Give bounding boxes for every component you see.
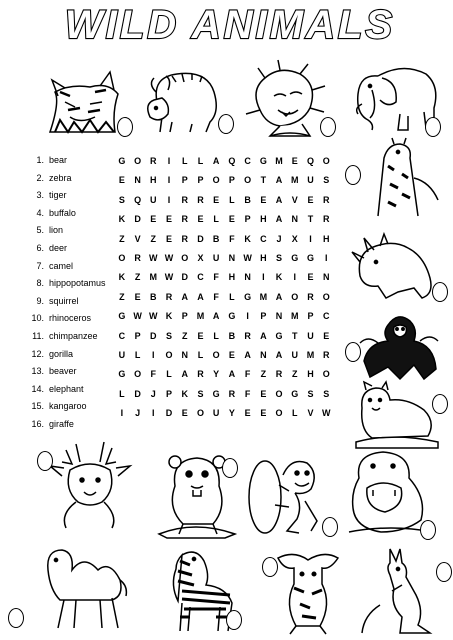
grid-cell[interactable]: W	[133, 311, 142, 322]
grid-cell[interactable]: E	[260, 388, 267, 399]
grid-cell[interactable]: F	[229, 233, 235, 244]
answer-bubble-squirrel[interactable]	[262, 557, 278, 577]
answer-bubble-hippopotamus[interactable]	[420, 520, 436, 540]
grid-cell[interactable]: K	[275, 272, 283, 283]
word-number: 10.	[31, 313, 44, 324]
grid-cell[interactable]: E	[181, 408, 188, 419]
tiger-icon	[40, 62, 125, 134]
answer-bubble-lion[interactable]	[320, 117, 336, 137]
grid-cell[interactable]: A	[275, 214, 283, 225]
answer-bubble-giraffe[interactable]	[345, 165, 361, 185]
grid-row	[114, 365, 334, 384]
grid-cell[interactable]: E	[197, 214, 204, 225]
word-text: beaver	[49, 366, 77, 377]
grid-cell[interactable]: A	[181, 369, 188, 380]
word-list-item	[28, 205, 110, 223]
grid-cell[interactable]: V	[291, 194, 298, 205]
grid-cell[interactable]: R	[244, 330, 251, 341]
grid-cell[interactable]: E	[228, 214, 235, 225]
word-list-item	[28, 381, 110, 399]
answer-bubble-buffalo[interactable]	[218, 114, 234, 134]
grid-cell[interactable]: Z	[119, 291, 125, 302]
grid-cell[interactable]: C	[260, 233, 267, 244]
grid-cell[interactable]: T	[260, 175, 267, 186]
grid-cell[interactable]: U	[212, 408, 220, 419]
grid-cell[interactable]: I	[293, 272, 297, 283]
grid-cell[interactable]: R	[134, 252, 141, 263]
grid-cell[interactable]: I	[152, 349, 155, 360]
grid-cell[interactable]: M	[149, 272, 158, 283]
answer-bubble-gorilla[interactable]	[345, 342, 361, 362]
word-number: 7.	[36, 260, 44, 271]
grid-cell[interactable]: C	[322, 311, 330, 322]
answer-bubble-tiger[interactable]	[117, 117, 133, 137]
grid-cell[interactable]: O	[212, 175, 220, 186]
grid-cell[interactable]: A	[197, 291, 204, 302]
grid-cell[interactable]: O	[322, 291, 330, 302]
word-number: 14.	[31, 383, 44, 394]
gorilla-icon	[358, 305, 440, 383]
grid-cell[interactable]: D	[165, 408, 173, 419]
word-number: 11.	[32, 330, 44, 341]
grid-cell[interactable]: R	[150, 156, 157, 166]
grid-cell[interactable]: F	[213, 272, 219, 283]
grid-cell[interactable]: Z	[260, 369, 267, 380]
grid-cell[interactable]: R	[228, 388, 236, 399]
grid-cell[interactable]: Z	[181, 330, 188, 341]
grid-cell[interactable]: T	[307, 214, 314, 225]
grid-cell[interactable]: H	[228, 272, 236, 283]
grid-cell[interactable]: D	[197, 233, 204, 244]
rhinoceros-icon	[350, 222, 440, 304]
grid-cell[interactable]: G	[118, 369, 126, 380]
grid-cell[interactable]: D	[181, 272, 188, 283]
grid-cell[interactable]: W	[164, 272, 174, 283]
title-text: WILD ANIMALS	[64, 3, 396, 47]
answer-bubble-kangaroo[interactable]	[436, 562, 452, 582]
grid-cell[interactable]: Q	[134, 194, 142, 205]
word-text: deer	[49, 242, 68, 253]
grid-cell[interactable]: E	[213, 194, 220, 205]
grid-cell[interactable]: E	[166, 214, 173, 225]
grid-row	[114, 171, 334, 190]
grid-cell[interactable]: N	[134, 175, 141, 186]
answer-bubble-deer[interactable]	[37, 451, 53, 471]
grid-cell[interactable]: R	[322, 349, 330, 360]
grid-cell[interactable]: L	[197, 156, 204, 166]
grid-cell[interactable]: X	[197, 252, 204, 263]
grid-cell[interactable]: Z	[119, 233, 125, 244]
grid-cell[interactable]: N	[291, 214, 299, 225]
word-list-item	[28, 328, 110, 346]
grid-cell[interactable]: M	[275, 156, 283, 166]
buffalo-icon	[142, 62, 222, 134]
grid-cell[interactable]: G	[228, 311, 236, 322]
grid-cell[interactable]: I	[167, 175, 171, 186]
word-list-item	[28, 398, 110, 416]
grid-cell[interactable]: S	[323, 388, 330, 399]
grid-cell[interactable]: P	[166, 388, 173, 399]
grid-cell[interactable]: G	[259, 156, 267, 166]
word-number: 15.	[31, 401, 44, 412]
grid-cell[interactable]: I	[152, 408, 155, 419]
grid-cell[interactable]: J	[276, 233, 282, 244]
grid-cell[interactable]: R	[181, 214, 188, 225]
grid-cell[interactable]: E	[291, 156, 298, 166]
grid-cell[interactable]: H	[260, 252, 267, 263]
grid-cell[interactable]: C	[244, 156, 251, 166]
grid-cell[interactable]: I	[167, 156, 171, 166]
grid-cell[interactable]: P	[228, 175, 235, 186]
grid-row	[114, 210, 334, 229]
camel-icon	[40, 540, 130, 632]
grid-cell[interactable]: Q	[306, 156, 314, 166]
grid-cell[interactable]: O	[134, 369, 142, 380]
word-list-item	[28, 416, 110, 434]
word-list-item	[28, 222, 110, 240]
word-list-item	[28, 152, 110, 170]
grid-cell[interactable]: O	[291, 291, 299, 302]
grid-cell[interactable]: P	[134, 330, 141, 341]
grid-cell[interactable]: I	[324, 252, 328, 263]
grid-cell[interactable]: Y	[213, 369, 220, 380]
word-number: 12.	[31, 348, 44, 359]
page-title	[50, 0, 410, 48]
word-list-item	[28, 310, 110, 328]
grid-cell[interactable]: F	[244, 369, 251, 380]
grid-cell[interactable]: K	[244, 233, 251, 244]
grid-cell[interactable]: M	[291, 311, 299, 322]
grid-cell[interactable]: V	[134, 233, 141, 244]
grid-cell[interactable]: O	[275, 408, 283, 419]
grid-cell[interactable]: M	[306, 349, 315, 360]
grid-row	[114, 191, 334, 210]
grid-cell[interactable]: G	[275, 330, 283, 341]
grid-cell[interactable]: G	[244, 291, 252, 302]
grid-cell[interactable]: D	[134, 388, 141, 399]
grid-cell[interactable]: N	[244, 272, 251, 283]
grid-cell[interactable]: A	[181, 291, 188, 302]
grid-cell[interactable]: O	[244, 175, 252, 186]
grid-cell[interactable]: A	[275, 349, 283, 360]
grid-cell[interactable]: B	[150, 291, 157, 302]
word-text: squirrel	[49, 295, 79, 306]
grid-cell[interactable]: S	[323, 175, 330, 186]
grid-cell[interactable]: L	[292, 408, 298, 419]
grid-cell[interactable]: Z	[134, 272, 141, 283]
grid-cell[interactable]: S	[166, 330, 173, 341]
word-number: 9.	[36, 295, 44, 306]
grid-cell[interactable]: U	[307, 175, 314, 186]
grid-cell[interactable]: E	[118, 175, 125, 186]
word-number: 5.	[36, 225, 44, 236]
grid-cell[interactable]: G	[118, 156, 126, 166]
grid-cell[interactable]: K	[118, 272, 126, 283]
answer-bubble-elephant[interactable]	[425, 117, 441, 137]
word-list-item	[28, 258, 110, 276]
answer-bubble-zebra[interactable]	[226, 610, 242, 630]
bear-icon	[352, 378, 442, 450]
grid-cell[interactable]: O	[322, 156, 330, 166]
squirrel-icon	[272, 548, 344, 634]
word-list-item	[28, 363, 110, 381]
grid-cell[interactable]: E	[197, 330, 204, 341]
word-text: zebra	[49, 172, 72, 183]
grid-cell[interactable]: A	[275, 194, 283, 205]
grid-cell[interactable]: T	[292, 330, 298, 341]
grid-cell[interactable]: L	[197, 349, 204, 360]
grid-cell[interactable]: N	[228, 252, 236, 263]
word-number: 4.	[36, 207, 44, 218]
word-text: tiger	[49, 190, 67, 201]
grid-cell[interactable]: R	[197, 369, 204, 380]
grid-cell[interactable]: Q	[228, 156, 236, 166]
grid-cell[interactable]: E	[150, 214, 157, 225]
grid-cell[interactable]: G	[118, 311, 126, 322]
grid-cell[interactable]: L	[166, 369, 172, 380]
lion-icon	[240, 60, 330, 138]
grid-cell[interactable]: S	[197, 388, 204, 399]
grid-cell[interactable]: E	[244, 408, 251, 419]
grid-cell[interactable]: D	[150, 330, 157, 341]
grid-cell[interactable]: R	[307, 291, 314, 302]
word-list-item	[28, 293, 110, 311]
grid-cell[interactable]: N	[181, 349, 188, 360]
grid-cell[interactable]: O	[212, 349, 220, 360]
grid-cell[interactable]: A	[275, 291, 283, 302]
grid-cell[interactable]: A	[275, 175, 283, 186]
grid-cell[interactable]: E	[134, 291, 141, 302]
grid-cell[interactable]: C	[197, 272, 204, 283]
grid-cell[interactable]: W	[149, 311, 158, 322]
grid-cell[interactable]: V	[307, 408, 314, 419]
grid-cell[interactable]: O	[134, 156, 142, 166]
grid-cell[interactable]: L	[229, 194, 235, 205]
word-text: bear	[49, 155, 68, 165]
grid-cell[interactable]: I	[120, 408, 124, 419]
grid-cell[interactable]: K	[181, 388, 188, 399]
grid-cell[interactable]: H	[260, 214, 267, 225]
hippopotamus-icon	[345, 448, 435, 534]
grid-cell[interactable]: C	[118, 330, 126, 341]
grid-cell[interactable]: B	[244, 194, 251, 205]
grid-cell[interactable]: G	[306, 252, 314, 263]
answer-bubble-chimpanzee[interactable]	[322, 517, 338, 537]
grid-cell[interactable]: D	[134, 214, 141, 225]
grid-cell[interactable]: O	[181, 252, 189, 263]
grid-cell[interactable]: A	[212, 311, 220, 322]
grid-row	[114, 327, 334, 346]
grid-cell[interactable]: Y	[228, 408, 235, 419]
grid-cell[interactable]: A	[228, 369, 236, 380]
grid-cell[interactable]: N	[322, 272, 330, 283]
grid-cell[interactable]: N	[275, 311, 283, 322]
grid-cell[interactable]: O	[165, 349, 173, 360]
grid-cell[interactable]: B	[212, 233, 220, 244]
grid-cell[interactable]: J	[150, 388, 156, 399]
deer-icon	[46, 440, 134, 530]
grid-cell[interactable]: N	[260, 349, 267, 360]
grid-row	[114, 268, 334, 287]
grid-cell[interactable]: P	[181, 311, 188, 322]
word-number: 8.	[36, 278, 44, 289]
word-number: 13.	[31, 366, 44, 377]
answer-bubble-camel[interactable]	[8, 608, 24, 628]
grid-row	[114, 249, 334, 268]
grid-row	[114, 307, 334, 326]
grid-cell[interactable]: O	[118, 252, 126, 263]
grid-cell[interactable]: A	[260, 330, 267, 341]
grid-cell[interactable]: K	[165, 311, 173, 322]
grid-cell[interactable]: G	[291, 252, 299, 263]
grid-cell[interactable]: I	[246, 311, 249, 322]
grid-cell[interactable]: E	[323, 330, 330, 341]
grid-cell[interactable]: I	[262, 272, 265, 283]
grid-cell[interactable]: E	[260, 408, 267, 419]
word-text: lion	[49, 225, 64, 236]
grid-cell[interactable]: P	[244, 214, 251, 225]
grid-cell[interactable]: W	[149, 252, 158, 263]
word-number: 2.	[36, 172, 44, 183]
grid-cell[interactable]: L	[213, 330, 219, 341]
grid-row	[114, 346, 334, 365]
word-text: giraffe	[49, 418, 74, 429]
grid-row	[114, 152, 334, 171]
grid-cell[interactable]: A	[244, 349, 251, 360]
grid-cell[interactable]: M	[259, 291, 268, 302]
grid-cell[interactable]: J	[135, 408, 141, 419]
answer-bubble-beaver[interactable]	[222, 458, 238, 478]
grid-cell[interactable]: R	[165, 291, 173, 302]
word-text: camel	[49, 260, 74, 271]
answer-bubble-rhinoceros[interactable]	[432, 282, 448, 302]
grid-cell[interactable]: S	[276, 252, 283, 263]
grid-cell[interactable]: H	[322, 233, 330, 244]
grid-cell[interactable]: B	[228, 330, 236, 341]
grid-cell[interactable]: L	[229, 291, 235, 302]
grid-cell[interactable]: U	[118, 349, 126, 360]
answer-bubble-bear[interactable]	[432, 394, 448, 414]
word-number: 3.	[36, 190, 44, 201]
giraffe-icon	[358, 138, 443, 218]
grid-cell[interactable]: R	[181, 233, 188, 244]
grid-row	[114, 385, 334, 404]
grid-cell[interactable]: R	[322, 194, 330, 205]
grid-cell[interactable]: I	[167, 194, 171, 205]
word-text: elephant	[49, 383, 84, 394]
grid-cell[interactable]: R	[181, 194, 188, 205]
grid-cell[interactable]: S	[118, 194, 125, 205]
word-list-item	[28, 240, 110, 258]
grid-cell[interactable]: P	[307, 311, 314, 322]
grid-cell[interactable]: X	[291, 233, 298, 244]
grid-cell[interactable]: M	[291, 175, 299, 186]
grid-cell[interactable]: M	[196, 311, 205, 322]
grid-cell[interactable]: U	[150, 194, 157, 205]
grid-cell[interactable]: A	[212, 156, 220, 166]
word-text: buffalo	[49, 207, 76, 218]
grid-cell[interactable]: R	[197, 194, 204, 205]
grid-cell[interactable]: S	[307, 388, 314, 399]
grid-cell[interactable]: E	[166, 233, 173, 244]
grid-cell[interactable]: F	[244, 388, 251, 399]
word-search-grid[interactable]	[114, 152, 334, 423]
grid-cell[interactable]: G	[291, 388, 299, 399]
grid-cell[interactable]: E	[307, 272, 314, 283]
grid-cell[interactable]: R	[322, 214, 330, 225]
grid-cell[interactable]: E	[307, 194, 314, 205]
grid-row	[114, 288, 334, 307]
word-text: hippopotamus	[49, 278, 106, 289]
grid-cell[interactable]: O	[275, 388, 283, 399]
grid-cell[interactable]: E	[260, 194, 267, 205]
word-text: gorilla	[49, 348, 74, 359]
grid-cell[interactable]: L	[134, 349, 141, 360]
word-list	[28, 152, 110, 434]
word-text: rhinoceros	[49, 313, 92, 324]
grid-row	[114, 230, 334, 249]
grid-cell[interactable]: Z	[150, 233, 157, 244]
grid-cell[interactable]: L	[119, 388, 125, 399]
grid-cell[interactable]: U	[307, 330, 314, 341]
grid-cell[interactable]: P	[181, 175, 188, 186]
word-text: chimpanzee	[49, 330, 98, 341]
grid-cell[interactable]: H	[307, 369, 314, 380]
grid-cell[interactable]: O	[322, 369, 330, 380]
word-list-item	[28, 170, 110, 188]
grid-cell[interactable]: G	[212, 388, 220, 399]
grid-cell[interactable]: E	[228, 349, 235, 360]
grid-cell[interactable]: K	[118, 214, 126, 225]
grid-cell[interactable]: O	[196, 408, 204, 419]
word-number: 1.	[36, 155, 44, 165]
grid-cell[interactable]: F	[150, 369, 157, 380]
grid-row	[114, 404, 334, 423]
word-number: 16.	[31, 418, 44, 429]
grid-cell[interactable]: P	[197, 175, 204, 186]
word-list-item	[28, 187, 110, 205]
grid-cell[interactable]: R	[275, 369, 283, 380]
grid-cell[interactable]: U	[212, 252, 220, 263]
kangaroo-icon	[360, 545, 438, 635]
grid-cell[interactable]: W	[164, 252, 174, 263]
grid-cell[interactable]: P	[260, 311, 267, 322]
grid-cell[interactable]: W	[243, 252, 252, 263]
grid-cell[interactable]: U	[291, 349, 299, 360]
word-text: kangaroo	[49, 401, 87, 412]
word-list-item	[28, 275, 110, 293]
word-number: 6.	[36, 242, 44, 253]
word-list-item	[28, 346, 110, 364]
chimpanzee-icon	[245, 445, 327, 537]
grid-cell[interactable]: I	[309, 233, 312, 244]
grid-cell[interactable]: L	[213, 214, 219, 225]
grid-cell[interactable]: L	[181, 156, 188, 166]
grid-cell[interactable]: Z	[292, 369, 298, 380]
grid-cell[interactable]: H	[150, 175, 157, 186]
grid-cell[interactable]: W	[321, 408, 331, 419]
grid-cell[interactable]: F	[213, 291, 219, 302]
